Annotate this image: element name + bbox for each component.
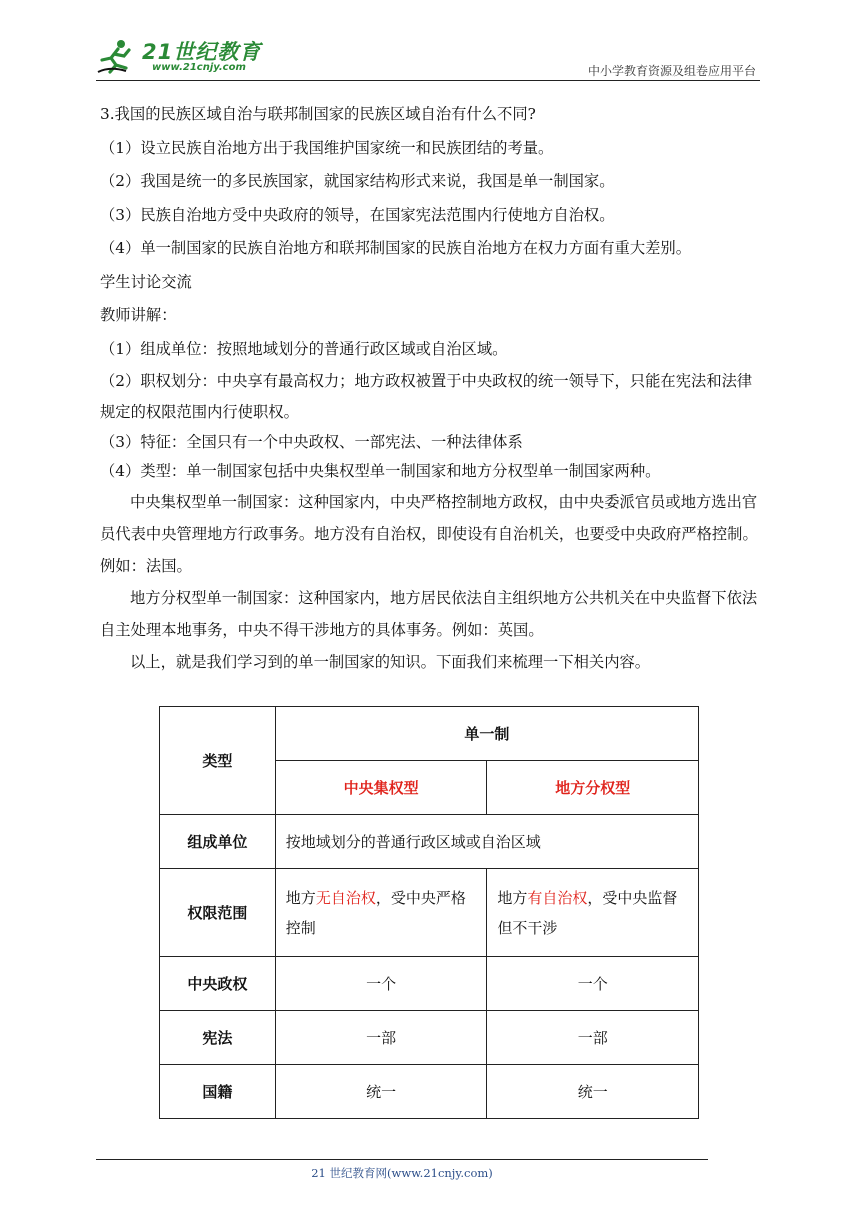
- summary-table: [159, 706, 699, 1119]
- unitary-header: 单一制: [275, 707, 698, 761]
- answer-point-4: （4）单一制国家的民族自治地方和联邦制国家的民族自治地方在权力方面有重大差别。: [100, 239, 692, 257]
- document-body: [100, 98, 762, 680]
- table-cell: 一部: [275, 1011, 487, 1065]
- cell-highlight: 有自治权: [527, 888, 588, 907]
- student-discussion: 学生讨论交流: [100, 272, 192, 291]
- type-header: 类型: [160, 707, 276, 815]
- row-label: 国籍: [160, 1065, 276, 1119]
- explain-point-2: （2）职权划分：中央享有最高权力；地方政权被置于中央政权的统一领导下，只能在宪法和法律规定的权限范围内行使职权。: [100, 372, 753, 421]
- question-heading: 3.我国的民族区域自治与联邦制国家的民族区域自治有什么不同?: [100, 105, 536, 123]
- table-row: [160, 1065, 699, 1119]
- decentralized-header: 地方分权型: [487, 761, 699, 815]
- answer-point-1: （1）设立民族自治地方出于我国维护国家统一和民族团结的考量。: [100, 138, 554, 157]
- table-cell: 统一: [487, 1065, 699, 1119]
- table-cell: [487, 869, 699, 957]
- cell-text: 地方: [497, 888, 528, 907]
- page-header: [96, 36, 760, 80]
- logo-url: www.21cnjy.com: [152, 62, 246, 73]
- cell-text: ，受中央监督但不干涉: [497, 888, 678, 937]
- decentralized-paragraph: 地方分权型单一制国家：这种国家内，地方居民依法自主组织地方公共机关在中央监督下依法自主处理本地事务，中央不得干涉地方的具体事务。例如：英国。: [100, 589, 758, 639]
- answer-point-3: （3）民族自治地方受中央政府的领导，在国家宪法范围内行使地方自治权。: [100, 205, 615, 224]
- header-divider: [96, 80, 760, 81]
- cell-highlight: 无自治权: [315, 888, 376, 907]
- table-cell: [275, 869, 487, 957]
- footer-divider: [96, 1159, 708, 1160]
- table-cell: 统一: [275, 1065, 487, 1119]
- row-label: 中央政权: [160, 957, 276, 1011]
- table-row: [160, 815, 699, 869]
- logo-text: 21世纪教育: [142, 40, 262, 64]
- row-label: 组成单位: [160, 815, 276, 869]
- table-cell: 一个: [487, 957, 699, 1011]
- cell-text: ，受中央严格控制: [285, 888, 466, 937]
- site-logo[interactable]: [96, 36, 276, 78]
- table-row: [160, 1011, 699, 1065]
- table-cell: 一部: [487, 1011, 699, 1065]
- explain-point-3: （3）特征：全国只有一个中央政权、一部宪法、一种法律体系: [100, 433, 523, 451]
- centralized-header: 中央集权型: [275, 761, 487, 815]
- explain-point-4: （4）类型：单一制国家包括中央集权型单一制国家和地方分权型单一制国家两种。: [100, 462, 661, 480]
- platform-name: 中小学教育资源及组卷应用平台: [587, 64, 756, 78]
- cell-text: 地方: [285, 888, 316, 907]
- teacher-explanation: 教师讲解：: [100, 306, 177, 324]
- centralized-paragraph: 中央集权型单一制国家：这种国家内，中央严格控制地方政权，由中央委派官员或地方选出官员代表中央管理地方行政事务。地方没有自治权，即使设有自治机关，也要受中央政府严格控制。例如：法国。: [100, 493, 758, 575]
- answer-point-2: （2）我国是统一的多民族国家，就国家结构形式来说，我国是单一制国家。: [100, 172, 615, 190]
- row-label: 宪法: [160, 1011, 276, 1065]
- footer-link[interactable]: 21 世纪教育网(www.21cnjy.com): [311, 1166, 493, 1180]
- row-label: 权限范围: [160, 869, 276, 957]
- table-cell: 按地域划分的普通行政区域或自治区域: [275, 815, 698, 869]
- table-cell: 一个: [275, 957, 487, 1011]
- runner-logo-icon: [96, 38, 136, 74]
- summary-intro: 以上，就是我们学习到的单一制国家的知识。下面我们来梳理一下相关内容。: [130, 653, 651, 671]
- table-row: [160, 707, 699, 761]
- table-row: [160, 869, 699, 957]
- explain-point-1: （1）组成单位：按照地域划分的普通行政区域或自治区域。: [100, 339, 508, 358]
- table-row: [160, 957, 699, 1011]
